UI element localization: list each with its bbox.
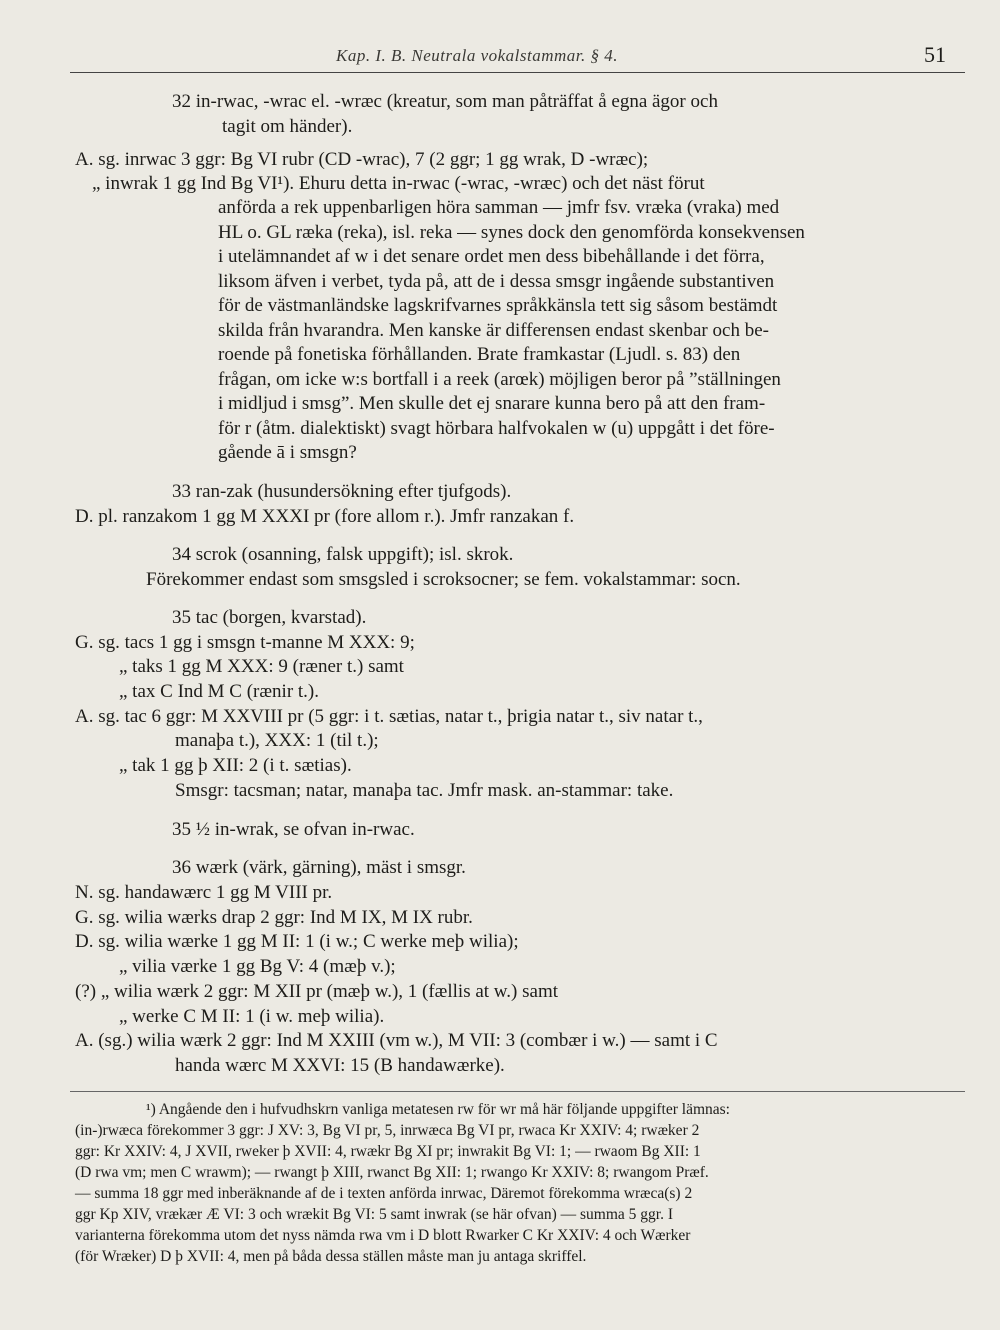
text-line: „ vilia værke 1 gg Bg V: 4 (mæþ v.);	[119, 956, 396, 977]
text-line: A. sg. inrwac 3 ggr: Bg VI rubr (CD -wrac), 7 (2 ggr; 1 gg wrak, D -wræc);	[75, 149, 649, 170]
text-line: D. sg. wilia wærke 1 gg M II: 1 (i w.; C werke meþ wilia);	[75, 931, 519, 952]
text-line: N. sg. handawærc 1 gg M VIII pr.	[75, 882, 333, 903]
footnote-line: (för Wræker) D þ XVII: 4, men på båda dessa ställen måste man ju antaga skriffel.	[75, 1248, 587, 1265]
page-number: 51	[924, 42, 946, 67]
text-line: liksom äfven i verbet, tyda på, att de i dessa smsgr ingående substantiven	[218, 271, 775, 292]
text-line: „ taks 1 gg M XXX: 9 (ræner t.) samt	[119, 656, 404, 677]
text-line: handa wærc M XXVI: 15 (B handawærke).	[175, 1055, 505, 1076]
text-line: för r (åtm. dialektiskt) svagt hörbara halfvokalen w (u) uppgått i det före-	[218, 418, 775, 439]
text-line: Förekommer endast som smsgsled i scroksocner; se fem. vokalstammar: socn.	[146, 569, 741, 590]
text-line: i midljud i smsg”. Men skulle det ej snarare kunna bero på att den fram-	[218, 393, 766, 414]
footnote-line: ggr Kp XIV, vrækær Æ VI: 3 och wrækit Bg VI: 5 samt inwrak (se här ofvan) — summa 5 ggr. I	[75, 1206, 673, 1223]
text-line: frågan, om icke w:s bortfall i a reek (arœk) möjligen beror på ”ställningen	[218, 369, 781, 390]
text-line: „ inwrak 1 gg Ind Bg VI¹). Ehuru detta in-rwac (-wrac, -wræc) och det näst förut	[92, 173, 705, 194]
text-line: för de västmanländske lagskrifvarnes språkkänsla tett sig såsom bestämdt	[218, 295, 778, 316]
text-line: „ tax C Ind M C (rænir t.).	[119, 681, 320, 702]
footnote-line: ¹) Angående den i hufvudhskrn vanliga metatesen rw för wr må här följande uppgifter lämnas:	[146, 1101, 730, 1118]
text-line: G. sg. wilia wærks drap 2 ggr: Ind M IX, M IX rubr.	[75, 907, 473, 928]
text-line: skilda från hvarandra. Men kanske är differensen endast skenbar och be-	[218, 320, 769, 341]
text-line: G. sg. tacs 1 gg i smsgn t-manne M XXX: 9;	[75, 632, 415, 653]
footnote-line: (D rwa vm; men C wrawm); — rwangt þ XIII, rwanct Bg XII: 1; rwango Kr XXIV: 8; rwangom Præf.	[75, 1164, 709, 1181]
text-line: 35 tac (borgen, kvarstad).	[172, 607, 367, 628]
text-line: HL o. GL ræka (reka), isl. reka — synes dock den genomförda konsekvensen	[218, 222, 805, 243]
footnote-line: varianterna förekomma utom det nyss nämda rwa vm i D blott Rwarker C Kr XXIV: 4 och Wærker	[75, 1227, 691, 1244]
text-line: 34 scrok (osanning, falsk uppgift); isl. skrok.	[172, 544, 514, 565]
text-line: gående ā i smsgn?	[218, 442, 357, 463]
text-line: D. pl. ranzakom 1 gg M XXXI pr (fore allom r.). Jmfr ranzakan f.	[75, 506, 575, 527]
text-line: manaþa t.), XXX: 1 (til t.);	[175, 730, 379, 751]
text-line: A. sg. tac 6 ggr: M XXVIII pr (5 ggr: i t. sætias, natar t., þrigia natar t., siv natar t.,	[75, 706, 703, 727]
footnote-line: — summa 18 ggr med inberäknande af de i texten anförda inrwac, Däremot förekomma wræca(s) 2	[75, 1185, 693, 1202]
text-line: „ werke C M II: 1 (i w. meþ wilia).	[119, 1006, 385, 1027]
footnote-line: ggr: Kr XXIV: 4, J XVII, rweker þ XVII: 4, rwækr Bg XI pr; inwrakit Bg VI: 1; — rwaom Bg XII: 1	[75, 1143, 701, 1160]
text-line: 35 ½ in-wrak, se ofvan in-rwac.	[172, 819, 415, 840]
text-line: tagit om händer).	[222, 116, 353, 137]
text-line: „ tak 1 gg þ XII: 2 (i t. sætias).	[119, 755, 352, 776]
text-line: i utelämnandet af w i det senare ordet men dess bibehållande i det förra,	[218, 246, 765, 267]
text-line: (?) „ wilia wærk 2 ggr: M XII pr (mæþ w.), 1 (fællis at w.) samt	[75, 981, 558, 1002]
running-head: Kap. I. B. Neutrala vokalstammar. § 4.	[336, 46, 619, 65]
text-line: 33 ran-zak (husundersökning efter tjufgods).	[172, 481, 512, 502]
text-line: Smsgr: tacsman; natar, manaþa tac. Jmfr mask. an-stammar: take.	[175, 780, 674, 801]
text-line: A. (sg.) wilia wærk 2 ggr: Ind M XXIII (vm w.), M VII: 3 (combær i w.) — samt i C	[75, 1030, 718, 1051]
text-line: roende på fonetiska förhållanden. Brate framkastar (Ljudl. s. 83) den	[218, 344, 741, 365]
header-rule	[70, 72, 965, 73]
text-line: anförda a rek uppenbarligen höra samman — jmfr fsv. vræka (vraka) med	[218, 197, 780, 218]
footnote-line: (in-)rwæca förekommer 3 ggr: J XV: 3, Bg VI pr, 5, inrwæca Bg VI pr, rwaca Kr XXIV: 4; rwæker 2	[75, 1122, 700, 1139]
text-line: 32 in-rwac, -wrac el. -wræc (kreatur, som man påträffat å egna ägor och	[172, 91, 718, 112]
footnote-rule	[70, 1091, 965, 1092]
text-line: 36 wærk (värk, gärning), mäst i smsgr.	[172, 857, 466, 878]
